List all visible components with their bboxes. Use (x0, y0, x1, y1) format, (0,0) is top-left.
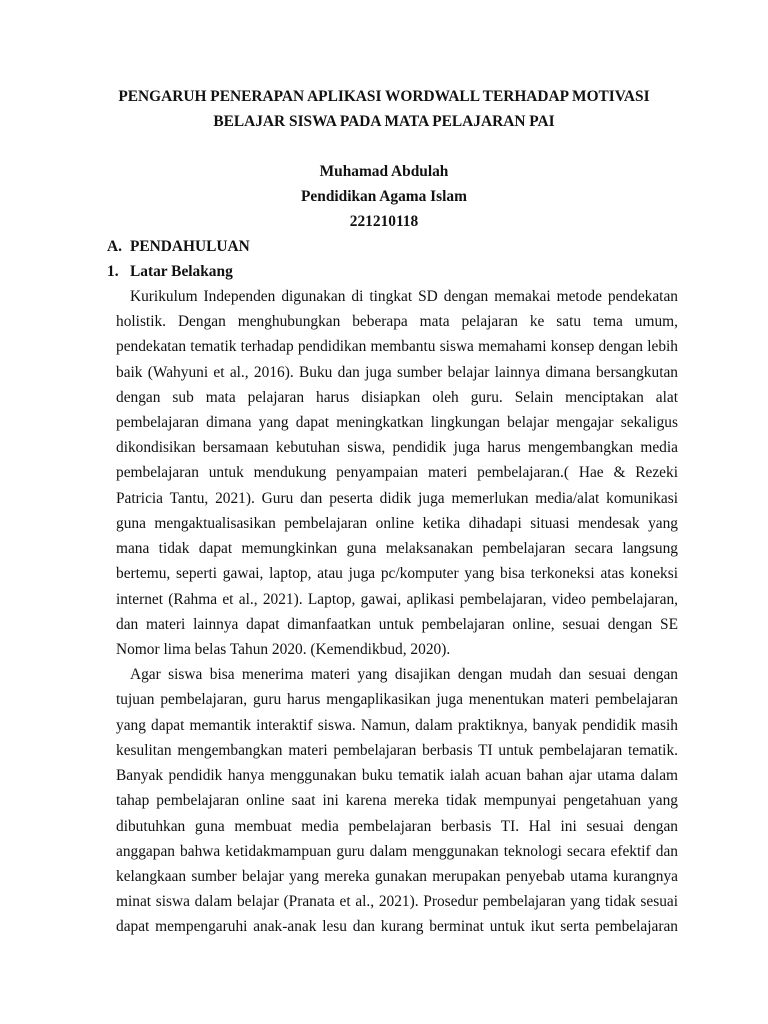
subsection-number: 1. (107, 263, 119, 280)
text-line: tahap pembelajaran online saat ini karena mereka tidak mempunyai pengetahuan yang (116, 792, 678, 809)
text-line: guna mengaktualisasikan pembelajaran online ketika dihadapi situasi mendesak yang (116, 515, 678, 532)
text-line: dapat mempengaruhi anak-anak lesu dan kurang berminat untuk ikut serta pembelajaran (116, 918, 678, 935)
author-name: Muhamad Abdulah (319, 163, 449, 180)
text-line: dan materi lainnya dapat dimanfaatkan untuk pembelajaran online, sesuai dengan SE (116, 616, 678, 633)
text-line: dikondisikan bersamaan kebutuhan siswa, pendidik juga harus mengembangkan media (116, 439, 678, 456)
text-line: kesulitan mengembangkan materi pembelajaran berbasis TI untuk pembelajaran tematik. (116, 742, 678, 759)
text-line: Patricia Tantu, 2021). Guru dan peserta didik juga memerlukan media/alat komunikasi (116, 490, 678, 507)
text-line: Nomor lima belas Tahun 2020. (Kemendikbud, 2020). (116, 641, 451, 658)
author-program: Pendidikan Agama Islam (301, 188, 467, 205)
text-line: anggapan bahwa ketidakmampuan guru dalam menggunakan teknologi secara efektif dan (116, 843, 678, 860)
text-line: minat siswa dalam belajar (Pranata et al., 2021). Prosedur pembelajaran yang tidak sesuai (116, 893, 678, 910)
section-heading (107, 238, 250, 256)
text-line: dibutuhkan guna membuat media pembelajaran berbasis TI. Hal ini sesuai dengan (116, 818, 678, 835)
text-line: yang dapat memantik interaktif siswa. Namun, dalam praktiknya, banyak pendidik masih (116, 717, 678, 734)
text-line: holistik. Dengan menghubungkan beberapa mata pelajaran ke satu tema umum, (116, 313, 678, 330)
text-line: pembelajaran dimana yang dapat meningkatkan lingkungan belajar mengajar sekaligus (116, 414, 678, 431)
text-line: Kurikulum Independen digunakan di tingkat SD dengan memakai metode pendekatan (130, 288, 678, 305)
text-line: pendekatan tematik terhadap pendidikan membantu siswa memahami konsep dengan lebih (116, 338, 678, 355)
section-number: A. (107, 238, 122, 255)
section-label: PENDAHULUAN (130, 238, 250, 255)
text-line: pembelajaran untuk mendukung penyampaian materi pembelajaran.( Hae & Rezeki (116, 464, 678, 481)
text-line: dengan sub mata pelajaran harus disiapkan oleh guru. Selain menciptakan alat (116, 389, 678, 406)
subsection-label: Latar Belakang (130, 263, 233, 280)
text-line: kelangkaan sumber belajar yang mereka gunakan merupakan penyebab utama kurangnya (116, 868, 678, 885)
text-line: tujuan pembelajaran, guru harus mengaplikasikan juga menentukan materi pembelajaran (116, 691, 678, 708)
subsection-heading (107, 263, 233, 281)
paper-title-line-2: BELAJAR SISWA PADA MATA PELAJARAN PAI (213, 113, 555, 130)
text-line: bertemu, seperti gawai, laptop, atau juga pc/komputer yang bisa terkoneksi atas koneksi (116, 565, 678, 582)
text-line: Banyak pendidik hanya menggunakan buku tematik ialah acuan bahan ajar utama dalam (116, 767, 678, 784)
author-student-id: 221210118 (349, 213, 419, 230)
text-line: internet (Rahma et al., 2021). Laptop, gawai, aplikasi pembelajaran, video pembelajaran, (116, 591, 678, 608)
text-line: Agar siswa bisa menerima materi yang disajikan dengan mudah dan sesuai dengan (130, 666, 678, 683)
paper-title-line-1: PENGARUH PENERAPAN APLIKASI WORDWALL TERHADAP MOTIVASI (118, 88, 650, 105)
text-line: mana tidak dapat memungkinkan guna melaksanakan pembelajaran secara langsung (116, 540, 678, 557)
text-line: baik (Wahyuni et al., 2016). Buku dan juga sumber belajar lainnya dimana bersangkutan (116, 364, 678, 381)
